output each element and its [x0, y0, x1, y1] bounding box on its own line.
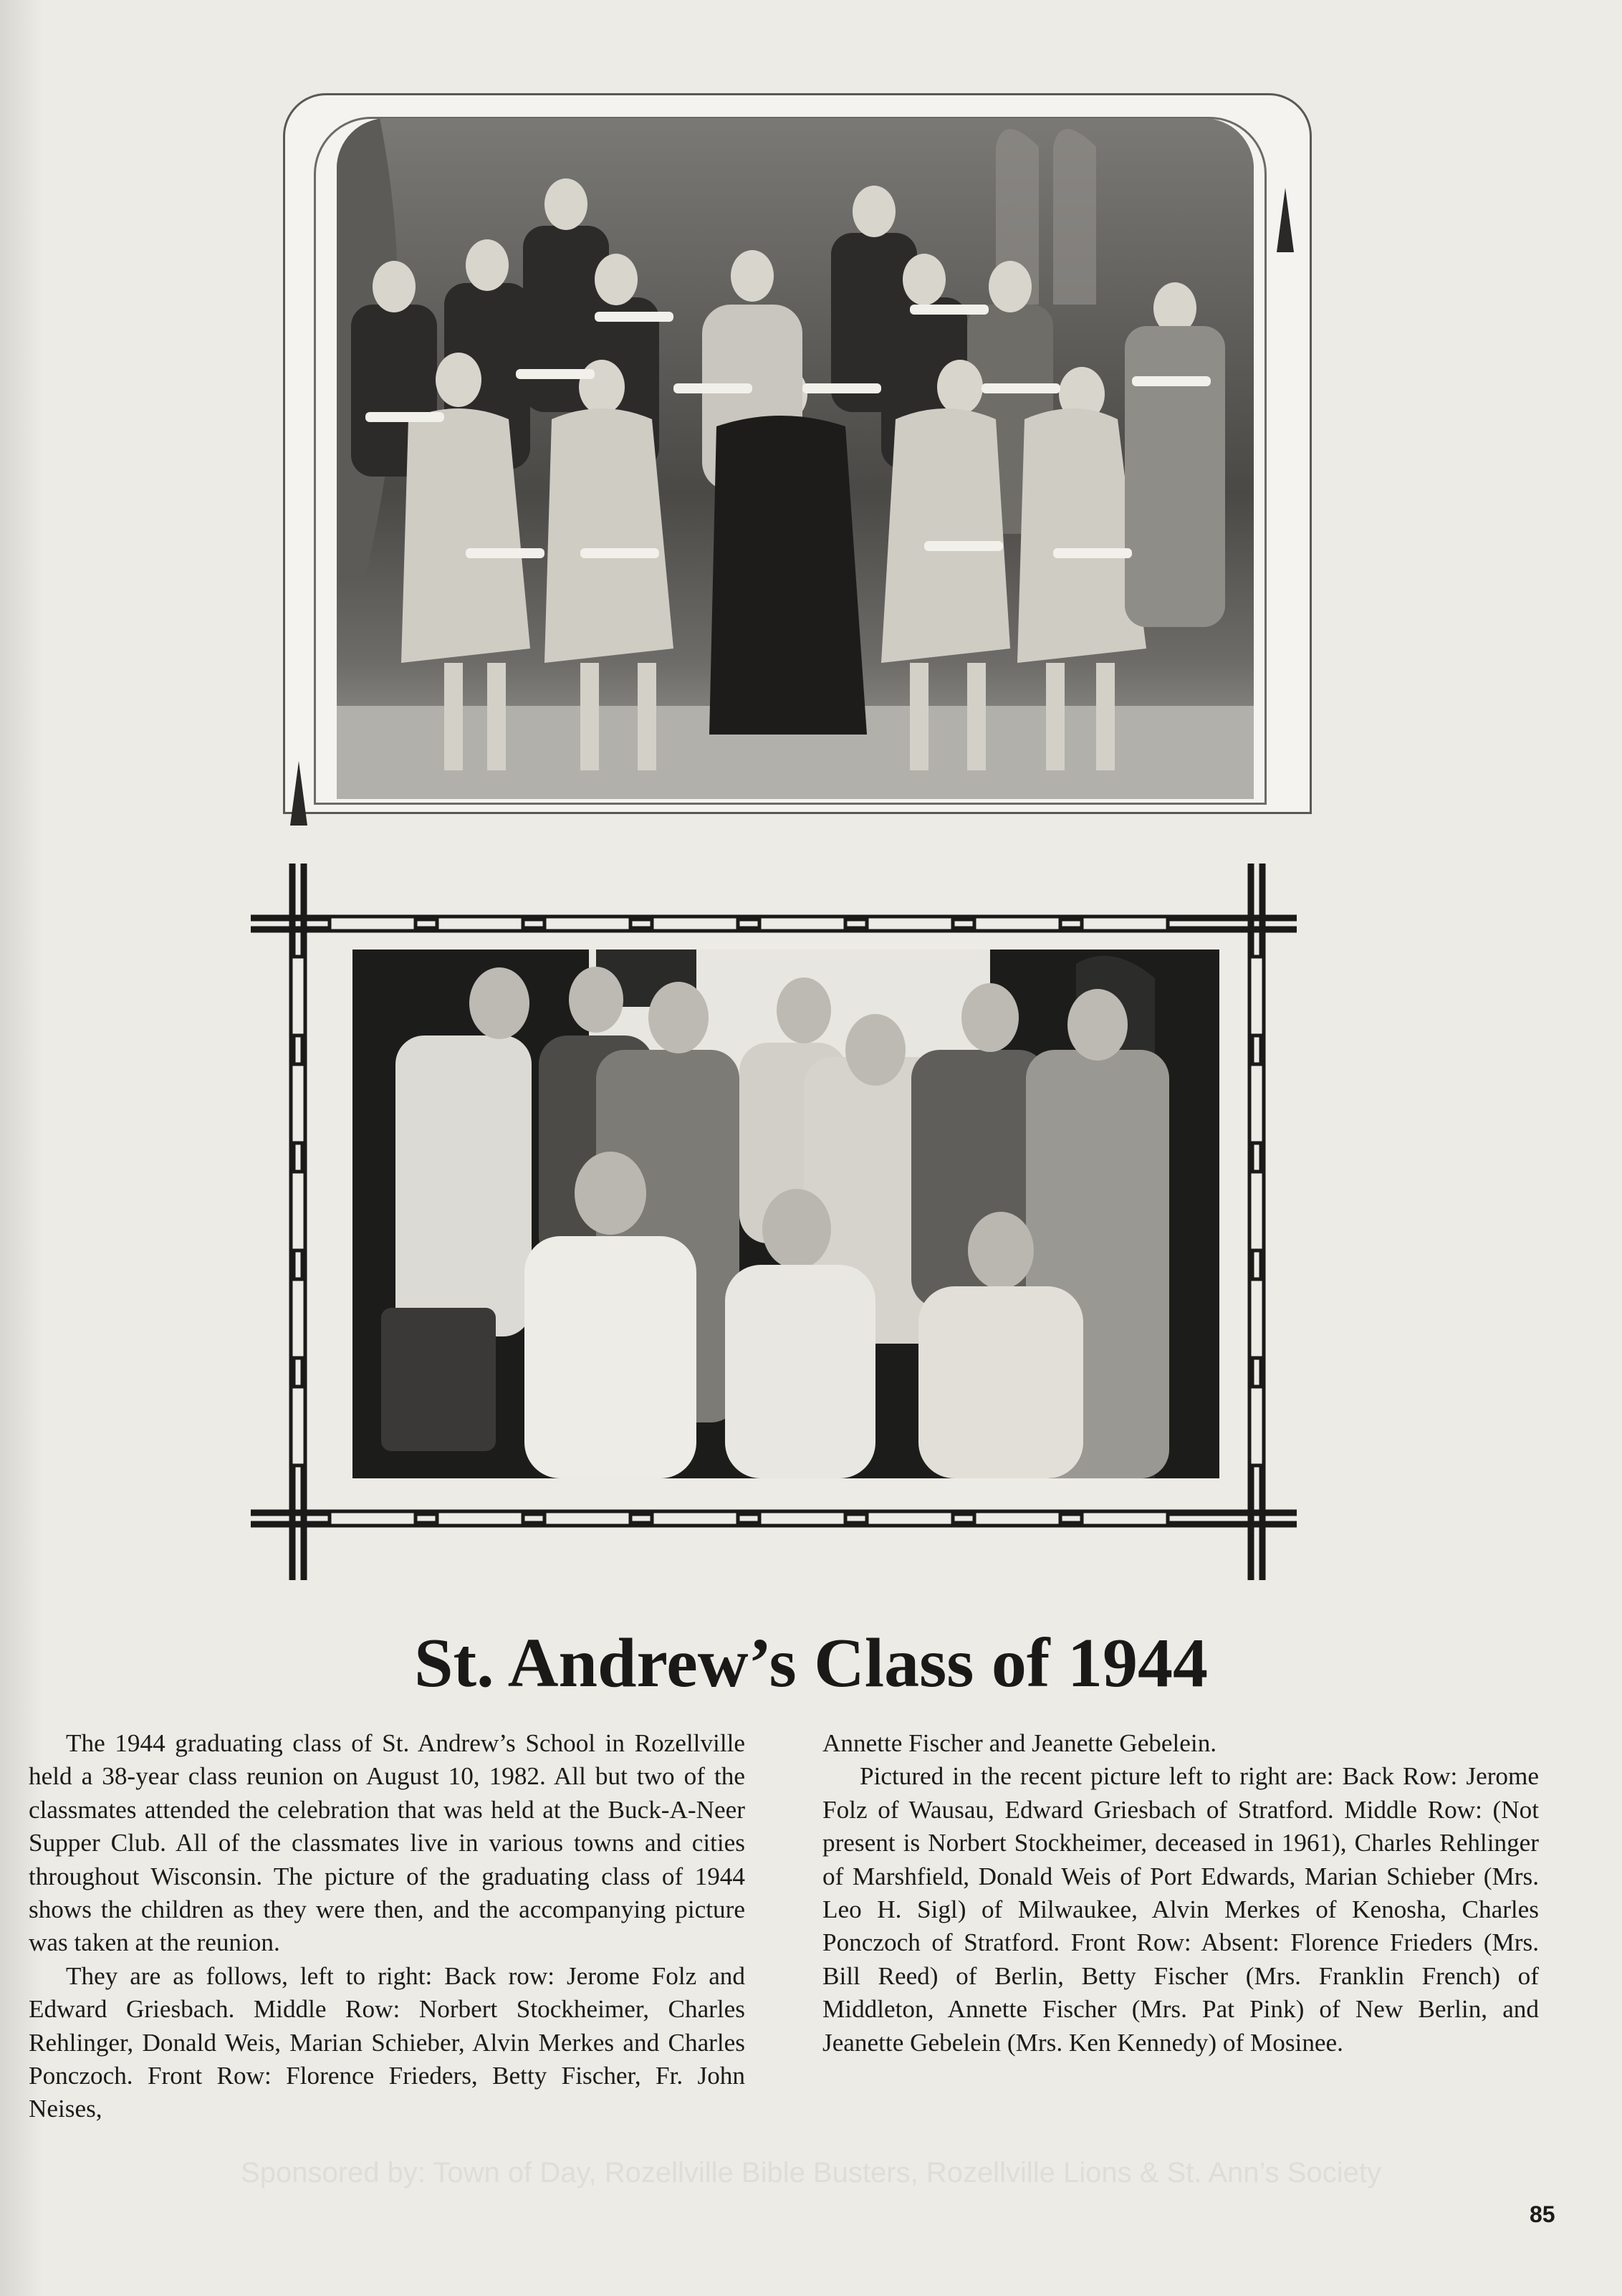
frame-corner-ornament: [1277, 188, 1294, 252]
article-text-left-column: [29, 1727, 745, 2126]
article-text-right-column: [822, 1727, 1539, 2060]
reunion-1982-photo: [352, 950, 1219, 1478]
page-title: St. Andrew’s Class of 1944: [413, 1625, 1209, 1702]
article-paragraph: The 1944 graduating class of St. Andrew’s School in Rozellville held a 38-year class reunion on August 10, 1982. All but two of the classmates attended the celebration that was held at the Buck-A-Neer Supper Club. All of the classmates live in various towns and cities throughout Wisconsin. The picture of the graduating class of 1944 shows the children as they were then, and the accompanying picture was taken at the reunion.: [29, 1729, 745, 1957]
class-1944-photo-image: [337, 118, 1254, 799]
class-1944-photo: [337, 118, 1254, 799]
frame-corner-ornament: [290, 761, 307, 826]
article-paragraph: They are as follows, left to right: Back row: Jerome Folz and Edward Griesbach. Middle Row: Norbert Stockheimer, Charles Rehlinger, Donald Weis, Marian Schieber, Alvin Merkes and Charles Ponczoch. Front Row: Florence Frieders, Betty Fischer, Fr. John Neises,: [29, 1961, 745, 2123]
bleed-through-sponsor-text: Sponsored by: Town of Day, Rozellville Bible Busters, Rozellville Lions & St. Ann’s Society: [241, 2157, 1381, 2189]
article-paragraph: Pictured in the recent picture left to right are: Back Row: Jerome Folz of Wausau, Edward Griesbach of Stratford. Middle Row: (Not present is Norbert Stockheimer, deceased in 1961), Charles Rehlinger of Marshfield, Donald Weis of Port Edwards, Marian Schieber (Mrs. Leo H. Sigl) of Milwaukee, Alvin Merkes of Kenosha, Charles Ponczoch of Stratford. Front Row: Absent: Florence Frieders (Mrs. Bill Reed) of Berlin, Betty Fischer (Mrs. Franklin French) of Middleton, Annette Fischer (Mrs. Pat Pink) of New Berlin, and Jeanette Gebelein (Mrs. Ken Kennedy) of Mosinee.: [822, 1762, 1539, 2057]
page-number: 85: [1530, 2201, 1555, 2227]
article-paragraph: Annette Fischer and Jeanette Gebelein.: [822, 1729, 1217, 1757]
reunion-1982-photo-image: [352, 950, 1219, 1478]
